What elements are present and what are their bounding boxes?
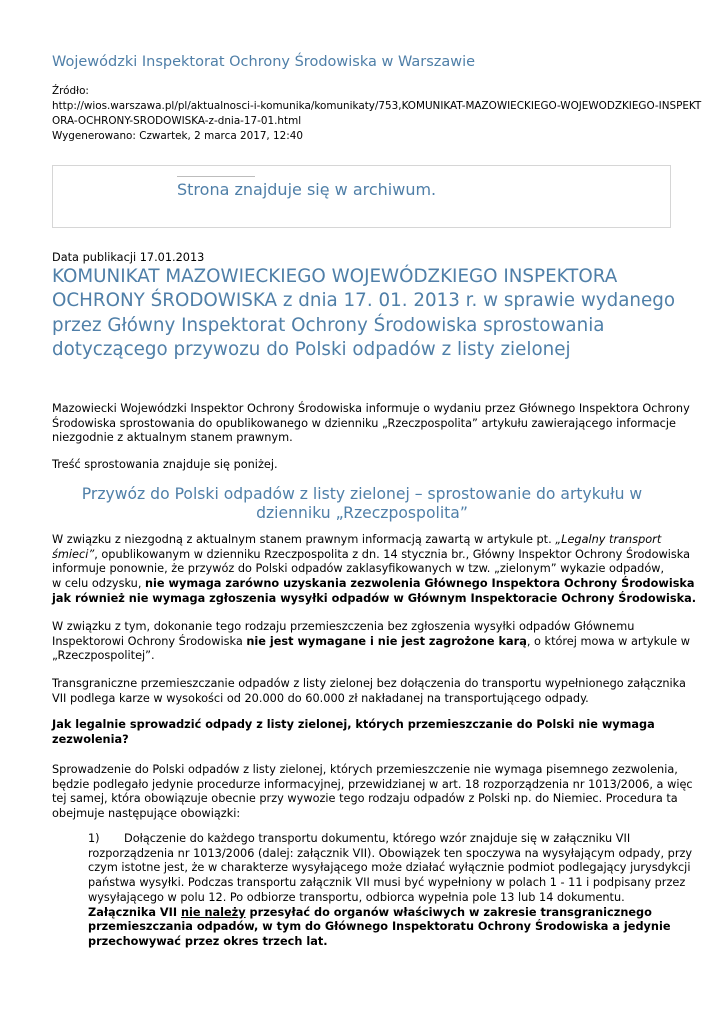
headline-line: OCHRONY ŚRODOWISKA z dnia 17. 01. 2013 r. w sprawie wydanego — [52, 290, 676, 312]
text-run: , o której mowa w artykule w — [526, 634, 690, 648]
text-line: Mazowiecki Wojewódzki Inspektor Ochrony Środowiska informuje o wydaniu przez Głównego Inspektora Ochrony — [52, 402, 690, 415]
text-line: obejmuje następujące obowiązki: — [52, 807, 241, 821]
text-run: Inspektorowi Ochrony Środowiska — [52, 634, 247, 648]
archive-divider — [177, 176, 255, 177]
intro-paragraph-2: Treść sprostowania znajduje się poniżej. — [52, 458, 278, 471]
archive-notice-box — [52, 165, 671, 228]
bold-text: przesyłać do organów właściwych w zakresie transgranicznego — [245, 905, 652, 919]
article-title-italic: „Legalny transport — [555, 533, 662, 546]
underlined-text: nie należy — [180, 905, 246, 919]
text-line: informuje ponownie, że przywóz do Polski odpadów zaklasyfikowanych w tzw. „zielonym” wykazie odpadów, — [52, 562, 665, 576]
source-url[interactable]: http://wios.warszawa.pl/pl/aktualnosci-i-komunika/komunikaty/753,KOMUNIKAT-MAZOWIECKIEGO-WOJEWODZKIEGO-INSPEKT — [52, 100, 702, 112]
text-run: , opublikowanym w dzienniku Rzeczpospolita z dn. 14 stycznia br., Główny Inspektor Ochrony Środowiska — [94, 547, 691, 561]
text-run: Dołączenie do każdego transportu dokumentu, którego wzór znajduje się w załączniku VII — [124, 832, 631, 845]
text-line: państwa wysyłki. Podczas transportu załącznik VII musi być wypełniony w polach 1 - 11 i podpisany przez — [88, 876, 686, 890]
archive-notice: Strona znajduje się w archiwum. — [177, 180, 437, 199]
headline-line: dotyczącego przywozu do Polski odpadów z listy zielonej — [52, 338, 571, 360]
bold-text: Załącznika VII — [88, 905, 181, 919]
source-label: Źródło: — [52, 85, 89, 97]
article-headline — [52, 265, 682, 362]
section-heading — [62, 485, 662, 523]
paragraph-consequence — [52, 620, 690, 664]
text-line: wysyłającego w polu 12. Po odbiorze transportu, odbiorca wypełnia pole 13 lub 14 dokumentu. — [88, 890, 625, 904]
text-line: Sprowadzenie do Polski odpadów z listy zielonej, których przemieszczenie nie wymaga pisemnego zezwolenia, — [52, 763, 678, 776]
text-line: rozporządzenia nr 1013/2006 (dalej: załącznik VII). Obowiązek ten spoczywa na wysyłającym odpady, przy — [88, 846, 693, 860]
source-info — [52, 84, 702, 144]
site-title: Wojewódzki Inspektorat Ochrony Środowiska w Warszawie — [52, 54, 476, 70]
text-line: będzie podlegało jedynie procedurze informacyjnej, przewidzianej w art. 18 rozporządzenia nr 1013/2006, a więc — [52, 777, 693, 791]
text-line: „Rzeczpospolitej”. — [52, 649, 155, 663]
source-url-cont[interactable]: ORA-OCHRONY-SRODOWISKA-z-dnia-17-01.html — [52, 115, 302, 127]
bold-text: nie jest wymagane i nie jest zagrożone karą — [246, 634, 527, 648]
text-run: W związku z niezgodną z aktualnym stanem prawnym informacją zawartą w artykule pt. — [52, 533, 556, 546]
text-line: VII podlega karze w wysokości od 20.000 do 60.000 zł nakładanej na transportującego odpady. — [52, 691, 589, 705]
text-line: Jak legalnie sprowadzić odpady z listy zielonej, których przemieszczanie do Polski nie wymaga — [52, 718, 655, 731]
bold-text: przechowywać przez okres trzech lat. — [88, 934, 328, 948]
text-line: W związku z tym, dokonanie tego rodzaju przemieszczenia bez zgłoszenia wysyłki odpadów Głównemu — [52, 620, 635, 633]
text-line: niezgodnie z aktualnym stanem prawnym. — [52, 431, 293, 445]
publication-date: Data publikacji 17.01.2013 — [52, 251, 205, 264]
bold-text: nie wymaga zarówno uzyskania zezwolenia Głównego Inspektora Ochrony Środowiska — [145, 577, 695, 591]
paragraph-penalty — [52, 677, 686, 706]
text-line: czym istotne jest, że w charakterze wysyłającego może działać wyłącznie podmiot podlegający jurysdykcji — [88, 861, 691, 875]
heading-line: Przywóz do Polski odpadów z listy zielonej – sprostowanie do artykułu w — [81, 485, 643, 503]
article-title-italic: śmieci” — [52, 547, 95, 561]
list-item — [88, 832, 693, 950]
text-run: w celu odzysku, — [52, 577, 146, 591]
heading-line: dzienniku „Rzeczpospolita” — [256, 504, 468, 522]
generated-date: Wygenerowano: Czwartek, 2 marca 2017, 12:40 — [52, 130, 303, 142]
text-line: Środowiska sprostowania do opublikowanego w dzienniku „Rzeczpospolita” artykułu zawierającego informacje — [52, 416, 676, 430]
headline-line: KOMUNIKAT MAZOWIECKIEGO WOJEWÓDZKIEGO INSPEKTORA — [52, 266, 618, 287]
text-line: zezwolenia? — [52, 732, 129, 746]
list-number: 1) — [88, 832, 100, 845]
paragraph-procedure — [52, 763, 693, 822]
bold-text: przemieszczania odpadów, w tym do Głównego Inspektoratu Ochrony Środowiska a jedynie — [88, 920, 671, 934]
bold-text: jak również nie wymaga zgłoszenia wysyłki odpadów w Głównym Inspektoracie Ochrony Środowiska. — [52, 591, 697, 605]
paragraph-correction — [52, 533, 697, 607]
text-line: Transgraniczne przemieszczanie odpadów z listy zielonej bez dołączenia do transportu wypełnionego załącznika — [52, 677, 686, 690]
question-heading — [52, 718, 677, 747]
text-line: tej samej, która obowiązuje obecnie przy wywozie tego rodzaju odpadów z Polski np. do Niemiec. Procedura ta — [52, 792, 678, 806]
intro-paragraph — [52, 402, 690, 446]
headline-line: przez Główny Inspektorat Ochrony Środowiska sprostowania — [52, 314, 605, 336]
